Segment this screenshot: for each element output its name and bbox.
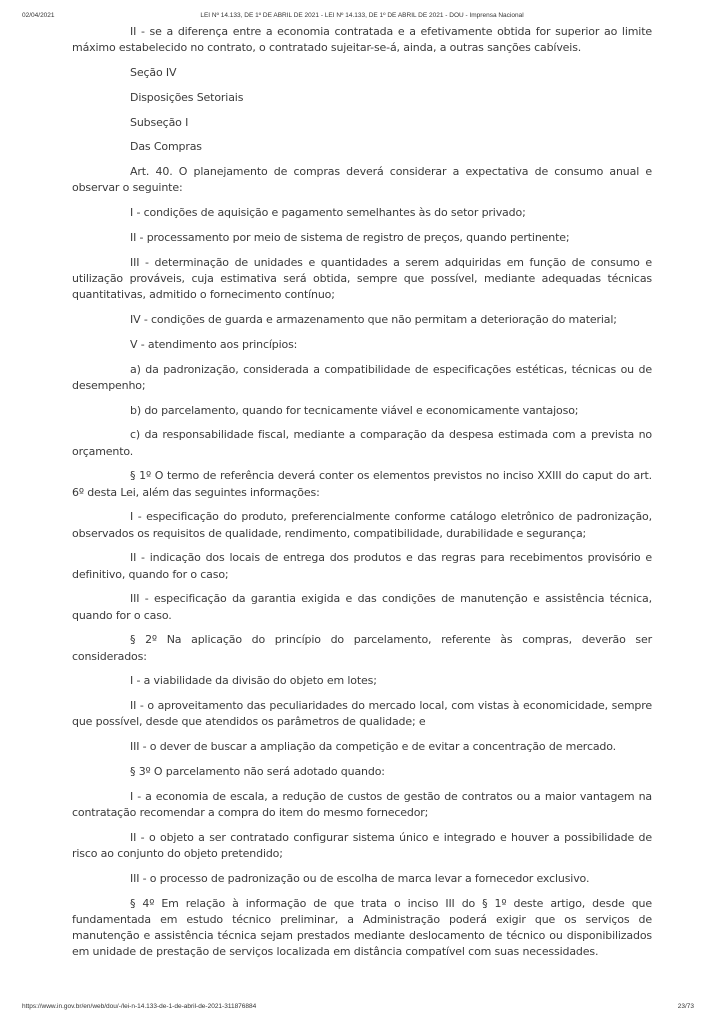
document-body [72, 24, 652, 969]
paragraph: I - especificação do produto, preferencialmente conforme catálogo eletrônico de padronização, observados os requisitos de qualidade, rendimento, compatibilidade, durabilidade e segurança; [72, 510, 652, 540]
paragraph: II - indicação dos locais de entrega dos produtos e das regras para recebimentos provisório e definitivo, quando for o caso; [72, 551, 652, 581]
paragraph: § 3º O parcelamento não será adotado quando: [130, 764, 385, 778]
paragraph: III - o dever de buscar a ampliação da competição e de evitar a concentração de mercado. [130, 740, 616, 754]
paragraph: a) da padronização, considerada a compatibilidade de especificações estéticas, técnicas ou de desempenho; [72, 362, 652, 392]
paragraph: c) da responsabilidade fiscal, mediante a comparação da despesa estimada com a prevista no orçamento. [72, 428, 652, 458]
paragraph: § 2º Na aplicação do princípio do parcelamento, referente às compras, deverão ser considerados: [72, 633, 652, 663]
paragraph: I - a economia de escala, a redução de custos de gestão de contratos ou a maior vantagem na contratação recomendar a compra do item do mesmo fornecedor; [72, 789, 652, 819]
subsection-heading: Subseção I [130, 115, 189, 129]
section-title: Disposições Setoriais [130, 90, 244, 104]
paragraph: III - determinação de unidades e quantidades a serem adquiridas em função de consumo e utilização prováveis, cuja estimativa será obtida, sempre que possível, mediante adequadas técnicas quantitativas, admitido o fornecimento contínuo; [72, 255, 652, 302]
section-heading: Seção IV [130, 66, 177, 79]
page-header-title: LEI Nº 14.133, DE 1º DE ABRIL DE 2021 - LEI Nº 14.133, DE 1º DE ABRIL DE 2021 - DOU - Imprensa Nacional [200, 12, 524, 19]
paragraph: II - o objeto a ser contratado configurar sistema único e integrado e houver a possibilidade de risco ao conjunto do objeto pretendido; [72, 830, 652, 860]
paragraph: b) do parcelamento, quando for tecnicamente viável e economicamente vantajoso; [130, 403, 579, 417]
paragraph: IV - condições de guarda e armazenamento que não permitam a deterioração do material; [130, 312, 617, 326]
paragraph: III - o processo de padronização ou de escolha de marca levar a fornecedor exclusivo. [130, 871, 590, 885]
footer-url: https://www.in.gov.br/en/web/dou/-/lei-n-14.133-de-1-de-abril-de-2021-311876884 [22, 1003, 257, 1010]
paragraph: I - a viabilidade da divisão do objeto em lotes; [130, 674, 377, 688]
paragraph: III - especificação da garantia exigida e das condições de manutenção e assistência técnica, quando for o caso. [72, 592, 652, 622]
subsection-title: Das Compras [130, 140, 202, 154]
article-40: Art. 40. O planejamento de compras deverá considerar a expectativa de consumo anual e observar o seguinte: [72, 165, 652, 195]
paragraph: II - o aproveitamento das peculiaridades do mercado local, com vistas à economicidade, sempre que possível, desde que atendidos os parâmetros de qualidade; e [72, 699, 652, 729]
paragraph: I - condições de aquisição e pagamento semelhantes às do setor privado; [130, 206, 526, 220]
page-number: 23/73 [677, 1003, 694, 1010]
paragraph: § 1º O termo de referência deverá conter os elementos previstos no inciso XXIII do caput do art. 6º desta Lei, além das seguintes informações: [72, 469, 652, 499]
paragraph: V - atendimento aos princípios: [130, 337, 298, 351]
paragraph: § 4º Em relação à informação de que trata o inciso III do § 1º deste artigo, desde que fundamentada em estudo técnico preliminar, a Administração poderá exigir que os serviços de manutenção e assistência técnica sejam prestados mediante deslocamento de técnico ou disponibilizados em unidade de prestação de serviços localizada em distância compatível com suas necessidades. [72, 896, 652, 959]
paragraph: II - se a diferença entre a economia contratada e a efetivamente obtida for superior ao limite máximo estabelecido no contrato, o contratado sujeitar-se-á, ainda, a outras sanções cabíveis. [72, 25, 652, 55]
paragraph: II - processamento por meio de sistema de registro de preços, quando pertinente; [130, 230, 570, 244]
print-date: 02/04/2021 [22, 12, 55, 19]
